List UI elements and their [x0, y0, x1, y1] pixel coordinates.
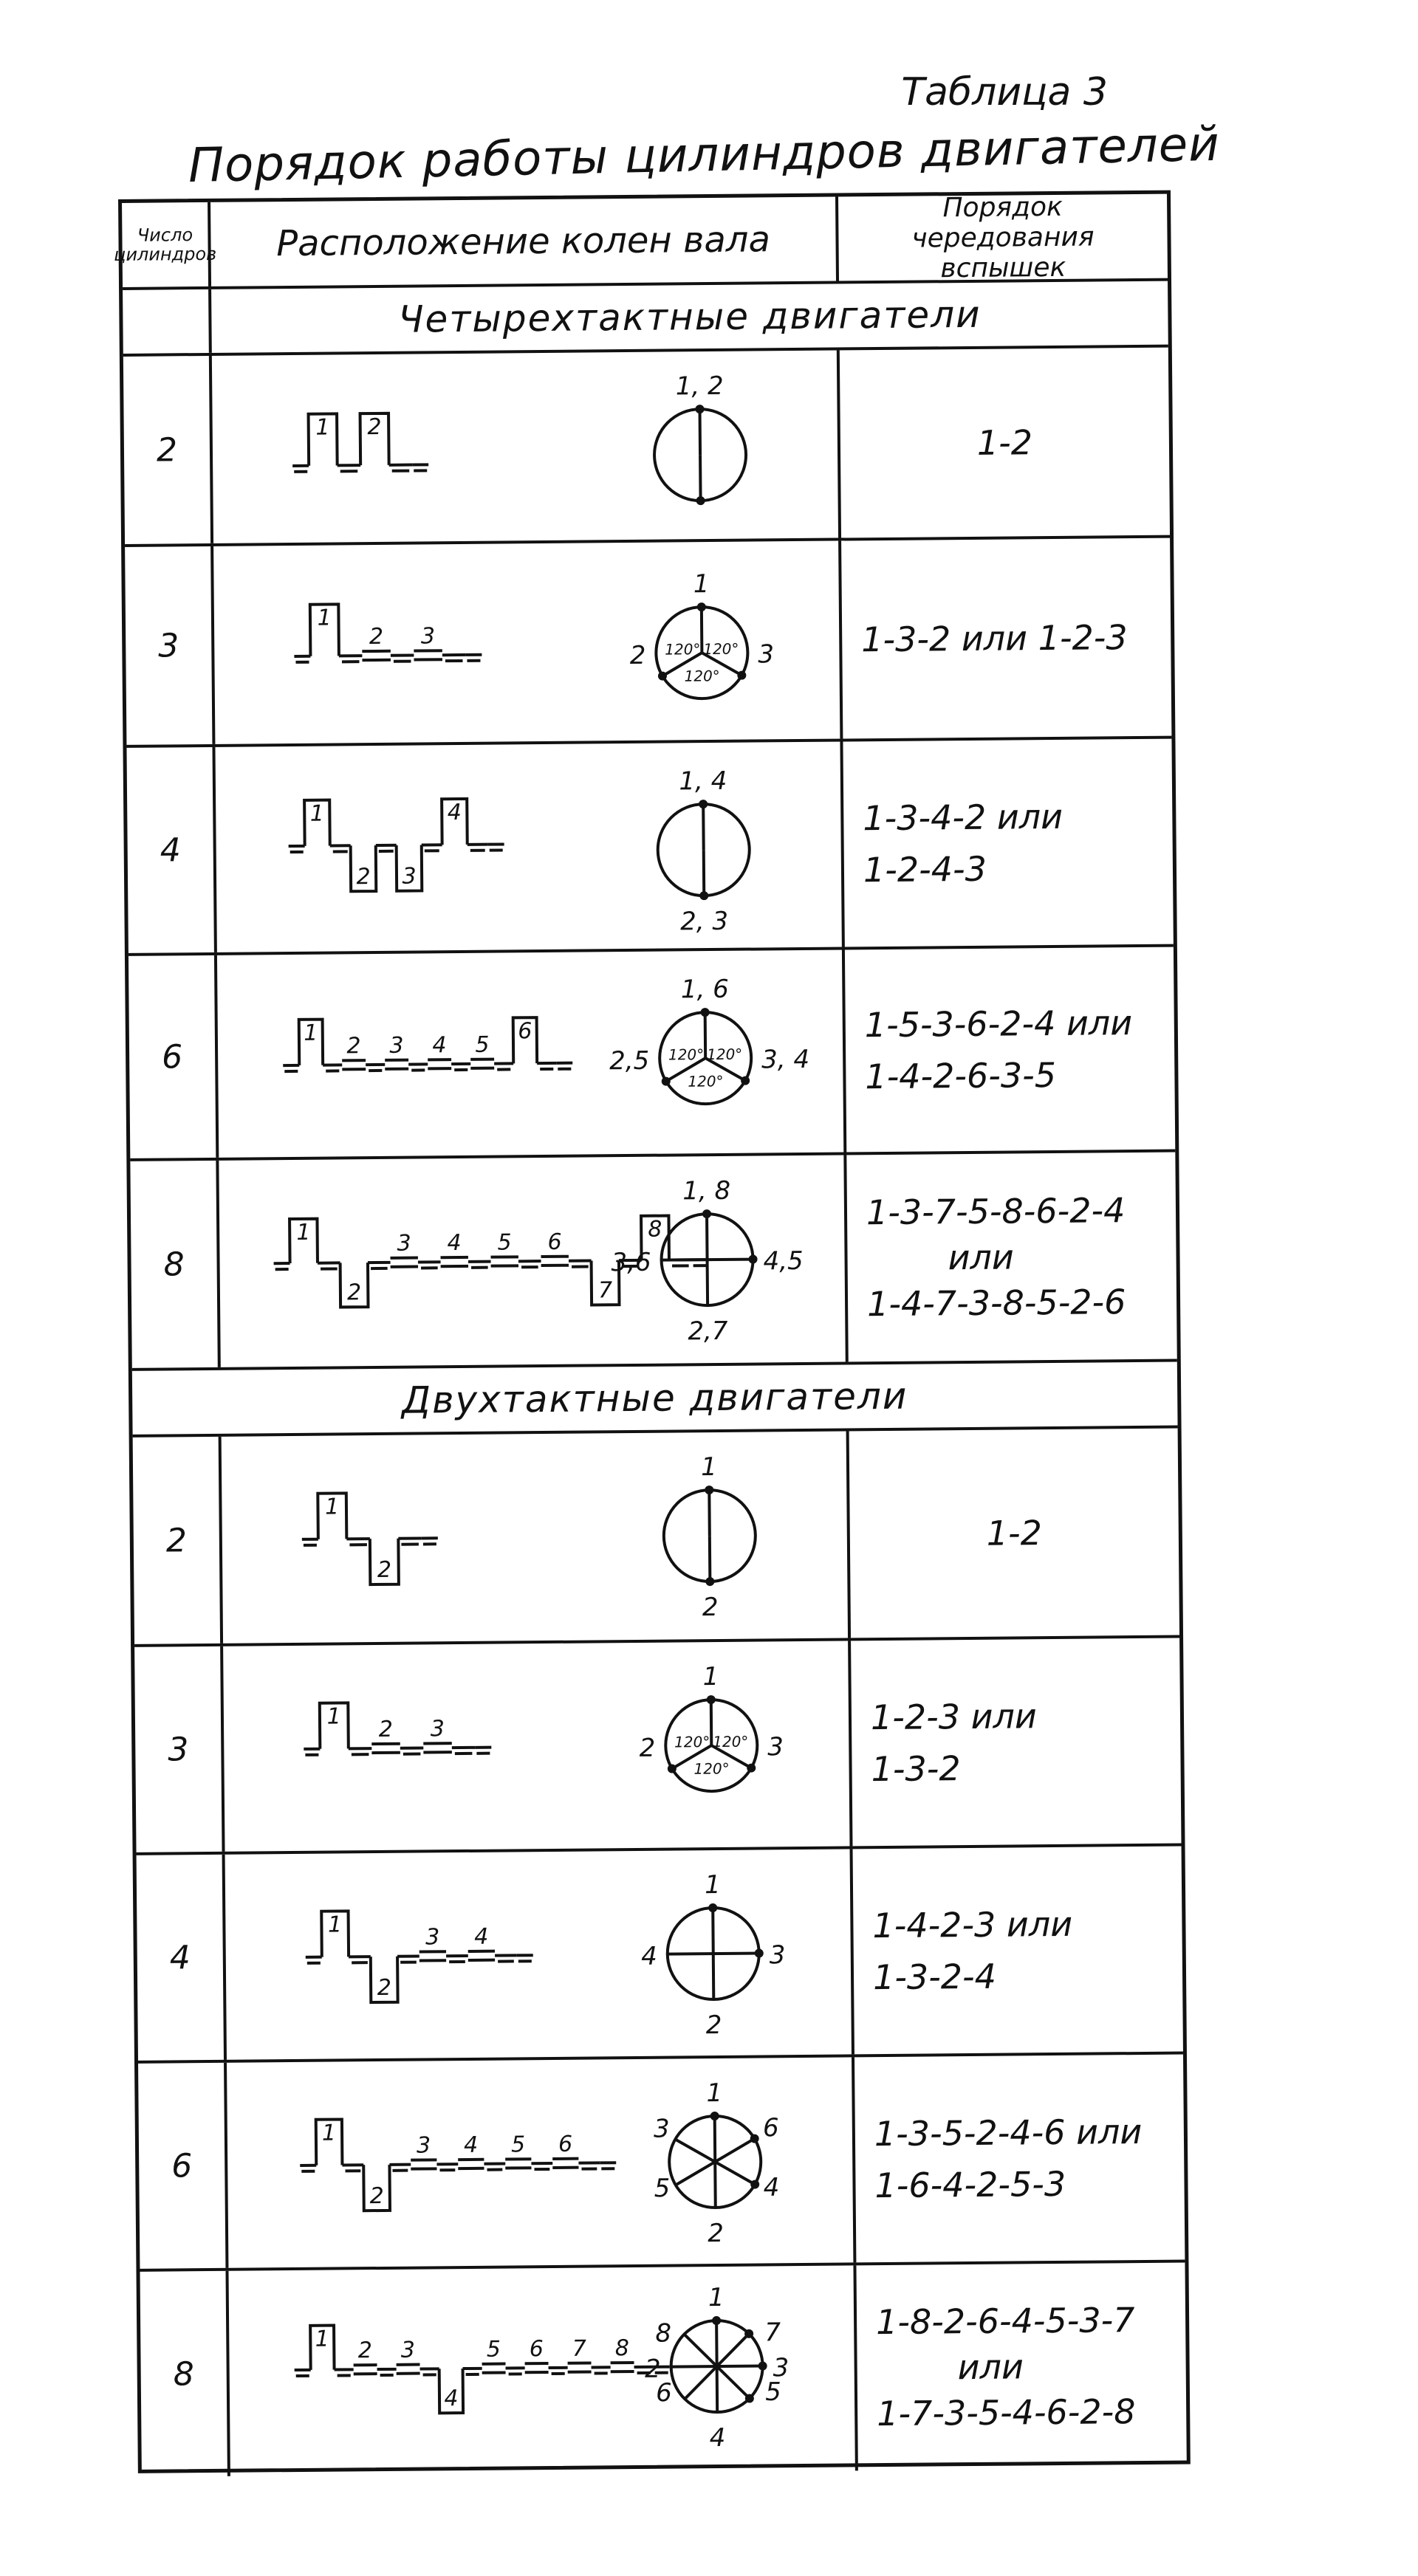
crank-position-label: 1	[706, 2078, 723, 2109]
crank-position-label: 2	[708, 2218, 725, 2249]
crankshaft-diagram	[227, 2057, 853, 2267]
angle-label: 120°	[703, 639, 739, 659]
crank-throw-label: 4	[474, 1923, 489, 1950]
header-row	[113, 191, 1168, 290]
crank-spoke	[709, 1490, 710, 1536]
crank-throw	[397, 2365, 420, 2374]
crank-throw-label: 5	[510, 2132, 526, 2158]
crank-throw	[541, 1257, 569, 1265]
crank-position-label: 1, 2	[675, 371, 724, 402]
crank-throw-label: 6	[558, 2131, 573, 2157]
angle-label: 120°	[684, 667, 720, 685]
firing-order-table	[113, 190, 1191, 2473]
firing-order-cell	[854, 2055, 1185, 2263]
crank-pin-dot	[747, 1764, 756, 1773]
crank-throw	[482, 2364, 506, 2373]
crankshaft-diagram	[225, 1849, 852, 2059]
angle-label: 120°	[668, 1045, 705, 1064]
crank-position-label: 1	[701, 1452, 718, 1483]
crank-line	[283, 1017, 573, 1071]
crank-pin-dot	[710, 2112, 719, 2120]
crank-pin-dot	[705, 1577, 714, 1586]
crankshaft-diagram	[219, 1155, 845, 1367]
crank-pin-dot	[749, 1255, 758, 1264]
crank-position-label: 7	[764, 2318, 781, 2348]
firing-order-line: 1-8-2-6-4-5-3-7	[875, 2300, 1135, 2343]
crank-position-label: 2,7	[688, 1316, 728, 1347]
crank-circle-diagram	[663, 1452, 756, 1623]
crank-diagram-cell	[225, 1849, 854, 2059]
firing-order-line: 1-2-4-3	[863, 848, 987, 890]
crank-throw-label: 3	[430, 1716, 445, 1742]
crank-throw-label: 1	[315, 414, 330, 441]
firing-order-line: 1-4-2-3 или	[872, 1903, 1073, 1946]
crank-throw-label: 2	[346, 1280, 362, 1306]
crank-throw	[552, 2159, 578, 2168]
cylinder-count: 3	[134, 1646, 225, 1852]
crank-pin-dot	[758, 2361, 767, 2370]
crank-position-label: 6	[655, 2378, 672, 2408]
crank-pin-dot	[750, 2134, 759, 2143]
crank-throw-label: 2	[369, 623, 384, 650]
crank-pin-dot	[662, 1077, 671, 1086]
crank-throw-label: 6	[547, 1229, 562, 1255]
crank-throw	[423, 1743, 452, 1752]
table-row	[130, 1153, 1176, 1371]
firing-order-cell	[841, 538, 1171, 739]
crank-position-label: 2	[705, 2010, 722, 2041]
cylinder-count: 2	[123, 356, 213, 544]
crankshaft-diagram	[222, 1431, 848, 1643]
crank-pin-dot	[745, 2394, 754, 2402]
crank-throw-label: 2	[356, 864, 371, 890]
crank-position-label: 2	[629, 640, 646, 670]
crank-diagram-cell	[215, 741, 844, 952]
angle-label: 120°	[688, 1072, 724, 1090]
crank-diagram-cell	[228, 2265, 857, 2476]
crank-throw	[611, 2363, 634, 2371]
crank-throw-label: 3	[389, 1032, 404, 1059]
crank-throw-label: 2	[367, 413, 382, 441]
firing-order-line: 1-2	[986, 1513, 1043, 1553]
crank-throw-label: 2	[377, 1974, 392, 2002]
crank-circle-diagram	[629, 569, 775, 699]
crank-throw-label: 1	[315, 2326, 329, 2352]
crank-line	[292, 413, 429, 472]
crank-throw-label: 1	[321, 2120, 337, 2146]
crank-spoke	[700, 409, 701, 455]
crank-throw	[371, 1744, 400, 1753]
crank-line	[305, 1909, 533, 2003]
crank-throw	[428, 1059, 451, 1068]
firing-order-cell	[856, 2263, 1186, 2471]
crank-position-label: 3	[769, 1940, 786, 1971]
firing-order-line: 1-3-4-2 или	[863, 796, 1064, 839]
cylinder-count: 2	[133, 1437, 223, 1644]
crank-pin-dot	[697, 602, 706, 611]
crank-diagram-cell	[222, 1431, 851, 1643]
crank-pin-dot	[737, 671, 746, 680]
crank-line	[294, 603, 482, 662]
firing-order-line: 1-3-2	[871, 1748, 961, 1790]
header-firing-order: Порядок чередования вспышек	[911, 191, 1095, 284]
firing-order-line: 1-3-2-4	[872, 1956, 997, 1998]
crank-throw	[362, 651, 391, 660]
crank-throw-label: 3	[425, 1924, 440, 1951]
crank-throw-label: 8	[614, 2335, 630, 2362]
firing-order-line: 1-4-7-3-8-5-2-6	[866, 1282, 1126, 1325]
crank-spoke	[705, 1012, 706, 1058]
crank-position-label: 5	[764, 2377, 781, 2407]
firing-order-cell	[845, 947, 1175, 1153]
cylinder-count: 4	[137, 1855, 227, 2061]
crank-spoke	[704, 850, 705, 896]
crank-circle-diagram	[657, 766, 750, 937]
crank-throw-label: 8	[648, 1216, 662, 1243]
crank-throw-label: 1	[317, 605, 332, 631]
crank-line	[304, 1702, 492, 1755]
crank-throw-label: 3	[402, 863, 417, 890]
firing-order-cell	[853, 1847, 1183, 2055]
crank-throw-label: 6	[518, 1018, 532, 1045]
section-row-four-stroke	[123, 281, 1168, 357]
crank-position-label: 3	[773, 2353, 790, 2383]
crank-diagram-cell	[223, 1641, 852, 1851]
crank-throw-label: 4	[463, 2132, 479, 2159]
crank-position-label: 3	[758, 639, 775, 670]
crank-position-label: 1, 4	[679, 766, 727, 797]
crank-pin-dot	[699, 891, 708, 900]
crankshaft-diagram	[228, 2265, 854, 2470]
crank-throw-label: 3	[416, 2132, 431, 2159]
crank-throw-label: 4	[432, 1032, 447, 1059]
crank-throw-label: 2	[369, 2182, 384, 2210]
crank-pin-dot	[658, 672, 667, 681]
crank-throw-label: 2	[377, 1556, 392, 1584]
firing-order-line: 1-3-5-2-4-6 или	[874, 2112, 1143, 2154]
crank-spoke	[703, 804, 704, 850]
firing-order-line: 1-3-2 или 1-2-3	[861, 617, 1128, 660]
table-row	[140, 2263, 1186, 2477]
table-row	[126, 739, 1173, 956]
firing-order-line: 1-6-4-2-5-3	[874, 2163, 1066, 2206]
crank-circle-diagram	[609, 974, 809, 1105]
crank-spoke	[711, 1700, 712, 1745]
crank-throw-label: 2	[346, 1033, 361, 1059]
crank-position-label: 1, 8	[682, 1175, 731, 1206]
crank-throw-label: 3	[397, 1230, 411, 1257]
header-cylinders: Число цилиндров	[122, 202, 211, 287]
firing-order-line: 1-4-2-6-3-5	[865, 1054, 1057, 1097]
section-four-stroke: Четырехтактные двигатели	[397, 292, 982, 341]
crank-position-label: 5	[654, 2174, 671, 2204]
crank-throw-label: 1	[325, 1494, 340, 1520]
crank-throw	[342, 1060, 366, 1069]
firing-order-cell	[849, 1429, 1179, 1638]
crank-position-label: 3	[653, 2114, 670, 2144]
table-row	[133, 1429, 1179, 1647]
table-number: Таблица 3	[901, 70, 1108, 114]
crank-throw-label: 5	[475, 1031, 490, 1058]
table-row	[134, 1638, 1181, 1855]
table-title: Порядок работы цилиндров двигателей	[188, 117, 1221, 193]
crank-pin-dot	[750, 2180, 759, 2189]
crank-circle-diagram	[611, 1175, 804, 1347]
crank-circle-diagram	[653, 2078, 780, 2248]
section-row-two-stroke	[132, 1362, 1178, 1438]
crank-throw-label: 5	[497, 1229, 512, 1256]
crank-diagram-cell	[212, 350, 841, 543]
crank-diagram-cell	[217, 949, 846, 1157]
crank-throw	[470, 1059, 494, 1068]
crank-circle-diagram	[654, 371, 747, 506]
firing-order-line: или	[957, 2346, 1024, 2388]
crank-position-label: 3	[767, 1732, 784, 1762]
firing-order-line: 1-2	[976, 422, 1033, 463]
crankshaft-diagram	[215, 741, 841, 952]
angle-label: 120°	[665, 640, 701, 659]
angle-label: 120°	[713, 1732, 749, 1751]
crank-throw	[525, 2363, 549, 2372]
cylinder-count: 6	[138, 2063, 228, 2269]
cylinder-count: 8	[130, 1161, 220, 1368]
angle-label: 120°	[706, 1045, 743, 1064]
crank-line	[301, 1492, 438, 1585]
section-two-stroke: Двухтактные двигатели	[401, 1374, 908, 1422]
crank-throw-label: 6	[529, 2336, 544, 2363]
crank-line	[288, 798, 504, 892]
table-row	[125, 538, 1171, 748]
crank-pin-dot	[712, 2316, 721, 2325]
crank-throw	[491, 1257, 519, 1265]
firing-order-cell	[846, 1153, 1176, 1362]
angle-label: 120°	[674, 1733, 710, 1751]
crank-position-label: 2	[639, 1733, 656, 1763]
crank-pin-dot	[695, 405, 704, 413]
crank-position-label: 4	[709, 2422, 726, 2453]
crank-position-label: 3, 4	[761, 1044, 810, 1075]
crank-position-label: 2,5	[609, 1045, 650, 1076]
crankshaft-diagram	[223, 1641, 849, 1851]
crank-throw-label: 1	[296, 1219, 311, 1246]
crank-position-label: 4	[763, 2172, 780, 2202]
crank-pin-dot	[699, 800, 708, 808]
table-row	[138, 2055, 1185, 2272]
crank-throw-label: 1	[309, 800, 325, 827]
firing-order-cell	[851, 1638, 1181, 1847]
crank-throw	[411, 2160, 436, 2168]
crankshaft-diagram	[217, 949, 843, 1157]
crank-throw	[505, 2159, 531, 2168]
crank-position-label: 3,6	[611, 1247, 651, 1278]
header-crank-layout: Расположение колен вала	[210, 196, 839, 286]
crank-position-label: 2	[644, 2354, 661, 2384]
angle-label: 120°	[693, 1759, 730, 1778]
crank-throw-label: 4	[444, 2386, 459, 2412]
crank-throw-label: 2	[357, 2338, 373, 2364]
firing-order-cell	[840, 348, 1170, 538]
crank-pin-dot	[701, 1008, 710, 1017]
crank-throw	[414, 650, 442, 659]
crank-throw	[568, 2363, 592, 2372]
crank-throw-label: 7	[597, 1277, 613, 1304]
crank-throw-label: 3	[420, 623, 436, 650]
firing-order-line: 1-5-3-6-2-4 или	[864, 1003, 1133, 1045]
crank-throw	[458, 2160, 484, 2168]
crank-position-label: 1	[704, 1869, 721, 1900]
crank-position-label: 1	[693, 569, 710, 600]
crank-throw-label: 1	[327, 1912, 343, 1938]
crank-position-label: 4,5	[763, 1246, 804, 1277]
crank-diagram-cell	[219, 1155, 848, 1367]
crank-pin-dot	[741, 1076, 750, 1085]
crank-position-label: 2	[702, 1592, 719, 1623]
crank-throw-label: 5	[486, 2336, 501, 2363]
crank-pin-dot	[755, 1948, 764, 1957]
crank-circle-diagram	[639, 1661, 784, 1792]
cylinder-count: 6	[129, 955, 219, 1158]
crank-circle-diagram	[640, 1869, 786, 2041]
firing-order-cell	[843, 739, 1173, 947]
crank-throw	[419, 1951, 446, 1960]
crank-position-label: 1	[708, 2282, 725, 2313]
crank-throw-label: 7	[572, 2335, 587, 2362]
table-row	[129, 947, 1175, 1161]
crank-pin-dot	[744, 2329, 753, 2338]
crank-position-label: 1	[702, 1661, 719, 1692]
crank-position-label: 4	[640, 1941, 657, 1971]
cylinder-count: 3	[125, 546, 215, 745]
crank-throw-label: 4	[447, 799, 462, 826]
crank-spoke	[700, 455, 701, 501]
crank-throw	[385, 1060, 408, 1069]
crank-position-label: 1, 6	[680, 974, 729, 1005]
table-row	[137, 1847, 1183, 2064]
crank-line	[300, 2117, 617, 2211]
firing-order-line: 1-7-3-5-4-6-2-8	[876, 2391, 1136, 2434]
crankshaft-diagram	[213, 541, 840, 744]
crank-pin-dot	[696, 496, 705, 505]
crank-throw-label: 1	[304, 1020, 318, 1046]
firing-order-line: 1-2-3 или	[870, 1696, 1038, 1738]
crank-throw-label: 3	[400, 2337, 416, 2363]
crank-position-label: 6	[762, 2113, 779, 2143]
crank-throw	[391, 1258, 419, 1267]
crank-throw-label: 1	[326, 1703, 341, 1730]
table-row	[123, 348, 1170, 547]
crank-position-label: 8	[655, 2318, 672, 2349]
crank-pin-dot	[702, 1209, 711, 1218]
crank-pin-dot	[668, 1764, 677, 1773]
crank-throw	[354, 2365, 377, 2374]
crankshaft-diagram	[212, 351, 838, 543]
crank-diagram-cell	[227, 2057, 856, 2267]
crank-throw	[441, 1257, 469, 1266]
crank-pin-dot	[707, 1695, 716, 1704]
firing-order-line: 1-3-7-5-8-6-2-4	[866, 1190, 1126, 1233]
crank-line	[294, 2323, 670, 2414]
crank-diagram-cell	[213, 540, 843, 743]
firing-order-line: или	[948, 1237, 1014, 1278]
crank-throw-label: 4	[447, 1230, 462, 1257]
crank-pin-dot	[708, 1903, 717, 1912]
crank-throw-label: 2	[378, 1716, 394, 1742]
cylinder-count: 4	[126, 747, 216, 953]
cylinder-count: 8	[140, 2271, 230, 2477]
crank-throw	[468, 1951, 495, 1960]
crank-position-label: 2, 3	[679, 906, 729, 937]
crank-pin-dot	[705, 1486, 713, 1494]
